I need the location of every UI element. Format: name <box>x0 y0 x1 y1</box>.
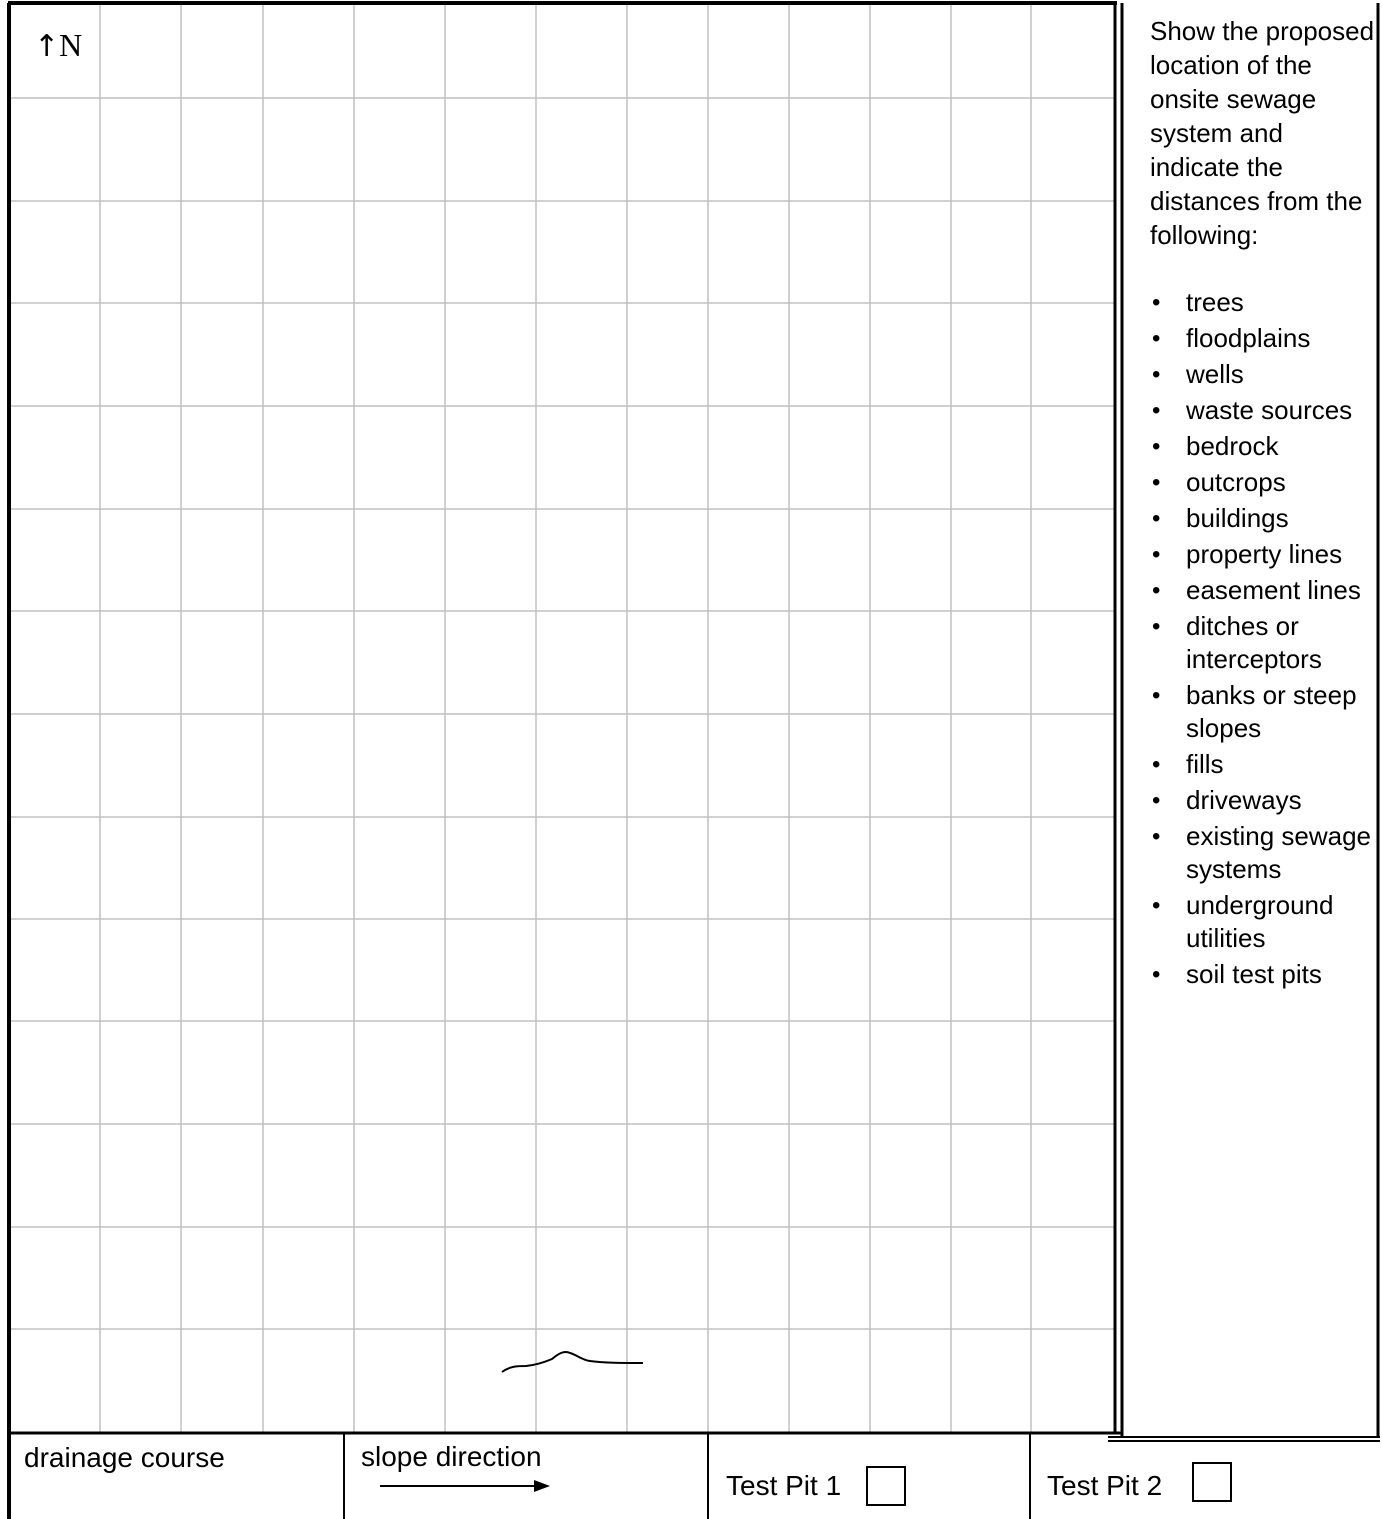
distance-item: • ditches or interceptors <box>1150 610 1378 676</box>
distance-item: • floodplains <box>1150 322 1378 355</box>
distance-item: • waste sources <box>1150 394 1378 427</box>
distance-item: • driveways <box>1150 784 1378 817</box>
test-pit-1-checkbox[interactable] <box>866 1466 906 1506</box>
distance-item: • trees <box>1150 286 1378 319</box>
distance-item: • soil test pits <box>1150 958 1378 991</box>
distance-item: • existing sewage systems <box>1150 820 1378 886</box>
distance-items-list <box>1150 286 1378 991</box>
instructions-panel <box>1150 14 1378 994</box>
test-pit-2-label: Test Pit 2 <box>1047 1470 1163 1501</box>
right-arrow-icon <box>380 1478 552 1494</box>
north-label: N <box>59 27 83 63</box>
slope-direction-label: slope direction <box>361 1441 542 1472</box>
distance-item: • outcrops <box>1150 466 1378 499</box>
distance-item: • buildings <box>1150 502 1378 535</box>
test-pit-2-checkbox[interactable] <box>1192 1462 1232 1502</box>
distance-item: • banks or steep slopes <box>1150 679 1378 745</box>
distance-item: • easement lines <box>1150 574 1378 607</box>
up-arrow-icon: ↑ <box>34 29 60 64</box>
instructions-text: Show the proposed location of the onsite sewage system and indicate the distances from the following: <box>1150 16 1375 250</box>
drainage-course-label: drainage course <box>24 1442 225 1473</box>
distance-item: • underground utilities <box>1150 889 1378 955</box>
distance-item: • fills <box>1150 748 1378 781</box>
distance-item: • property lines <box>1150 538 1378 571</box>
test-pit-1-label: Test Pit 1 <box>726 1470 842 1501</box>
distance-item: • wells <box>1150 358 1378 391</box>
drainage-course-sketch <box>502 1352 643 1372</box>
distance-item: • bedrock <box>1150 430 1378 463</box>
